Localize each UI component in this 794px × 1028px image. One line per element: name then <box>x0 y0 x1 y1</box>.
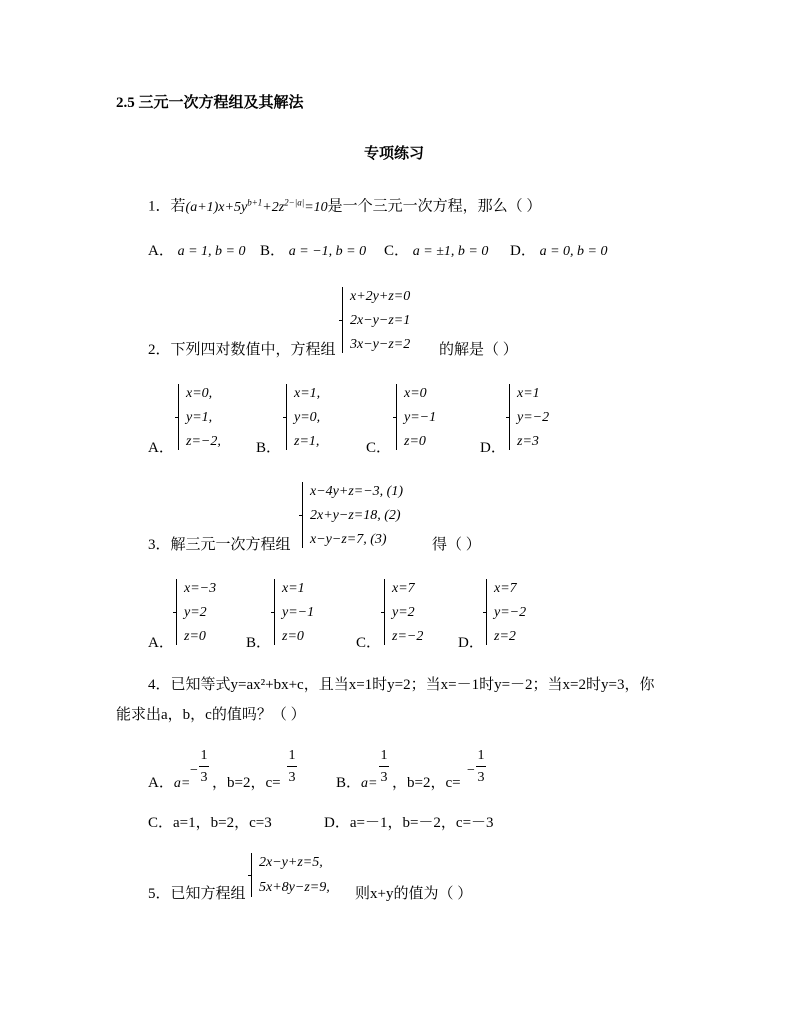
q4-a-fraction: 1 3 <box>200 748 208 785</box>
q2-option-c-label: C． <box>366 440 392 456</box>
q3-equation-system: x−4y+z=−3, (1) 2x+y−z=18, (2) x−y−z=7, (3) <box>302 482 422 550</box>
q2-suffix: 的解是（ ） <box>439 342 518 358</box>
q1-prefix: 若 <box>170 198 186 215</box>
q3-option-d-label: D． <box>458 635 484 651</box>
q3-option-d: x=7 y=−2 z=2 <box>486 579 556 647</box>
q1-option-b: B． a = −1, b = 0 <box>260 243 367 259</box>
q4-option-a: A．a= <box>148 775 191 791</box>
q4-a-rest: ，b=2，c= <box>212 775 281 791</box>
subtitle: 专项练习 <box>364 146 425 162</box>
q4-option-d: D．a=－1，b=－2，c=－3 <box>324 815 494 831</box>
q1-option-d: D． a = 0, b = 0 <box>510 243 608 259</box>
q4-c-minus-sign: − <box>467 763 475 778</box>
question-1 <box>148 198 541 215</box>
question-5: 5．已知方程组 <box>148 886 246 902</box>
q4-a-minus-sign: − <box>190 763 198 778</box>
q2-option-d-label: D． <box>480 440 506 456</box>
q3-option-a: x=−3 y=2 z=0 <box>176 579 246 647</box>
q4-b-c-fraction: 1 3 <box>477 748 485 785</box>
q5-suffix: 则x+y的值为（ ） <box>355 886 473 902</box>
q2-equation-system: x+2y+z=0 2x−y−z=1 3x−y−z=2 <box>342 287 452 355</box>
q2-option-b-label: B． <box>256 440 282 456</box>
q3-suffix: 得（ ） <box>432 537 481 553</box>
q1-suffix: 是一个三元一次方程，那么（ ） <box>327 198 542 215</box>
q4-option-c: C．a=1，b=2，c=3 <box>148 815 272 831</box>
q2-option-d: x=1 y=−2 z=3 <box>509 384 579 452</box>
q1-option-c: C． a = ±1, b = 0 <box>384 243 489 259</box>
section-title: 2.5 三元一次方程组及其解法 <box>116 95 304 111</box>
q3-option-b: x=1 y=−1 z=0 <box>274 579 344 647</box>
q5-equation-system: 2x−y+z=5, 5x+8y−z=9, <box>251 853 361 899</box>
q2-option-a-label: A． <box>148 440 174 456</box>
question-4: 4．已知等式y=ax²+bx+c，且当x=1时y=2；当x=－1时y=－2；当x=2时y=3，你 <box>148 677 655 693</box>
q2-option-c: x=0 y=−1 z=0 <box>396 384 466 452</box>
q3-option-c: x=7 y=2 z=−2 <box>384 579 454 647</box>
q3-option-c-label: C． <box>356 635 382 651</box>
q3-option-a-label: A． <box>148 635 174 651</box>
question-4-line2: 能求出a，b，c的值吗？（ ） <box>116 707 306 723</box>
q3-option-b-label: B． <box>246 635 272 651</box>
q2-option-b: x=1, y=0, z=1, <box>286 384 356 452</box>
q4-option-b: B．a= <box>336 775 378 791</box>
q1-expr: $(a+1)x+5y^{b+1}+2z^{2-|a|}=10$ <box>185 197 328 215</box>
q2-option-a: x=0, y=1, z=−2, <box>178 384 248 452</box>
q4-c-fraction: 1 3 <box>288 748 296 785</box>
q4-b-a-fraction: 1 3 <box>380 748 388 785</box>
q1-option-a: A． a = 1, b = 0 <box>148 243 246 259</box>
q4-b-rest: ，b=2，c= <box>392 775 461 791</box>
question-number: 1． <box>148 198 171 215</box>
question-2: 2．下列四对数值中，方程组 <box>148 342 336 358</box>
question-3: 3．解三元一次方程组 <box>148 537 291 553</box>
